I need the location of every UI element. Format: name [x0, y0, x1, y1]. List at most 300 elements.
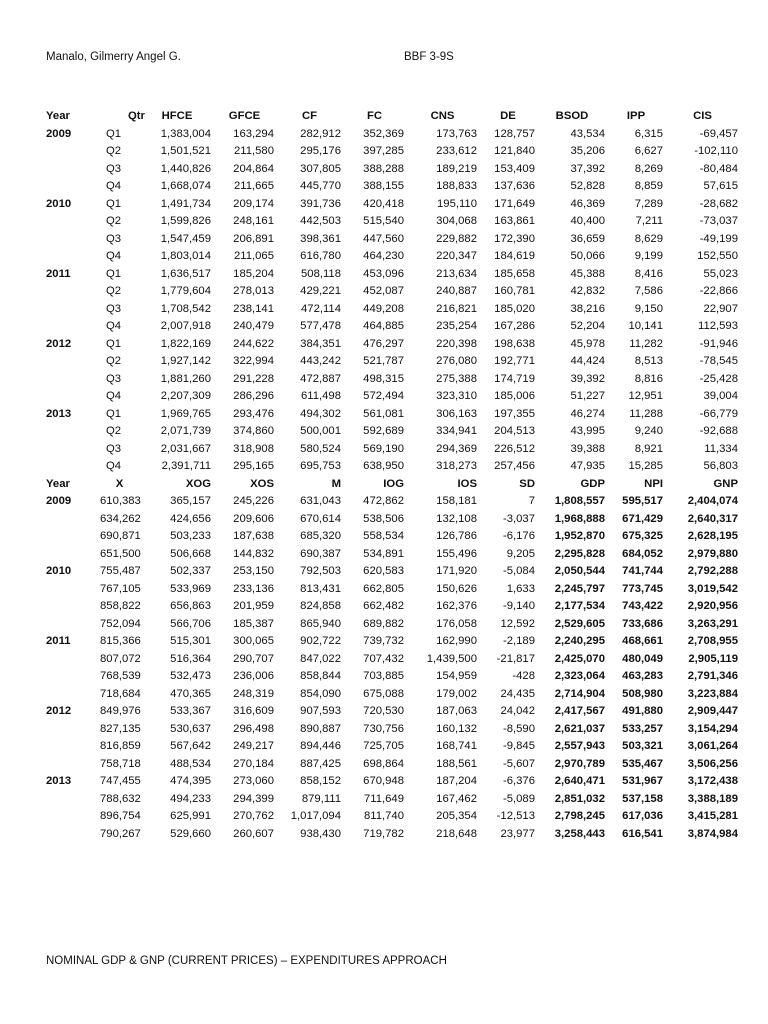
- value-cell: 8,513: [634, 355, 663, 367]
- table-row: [40, 248, 740, 266]
- value-cell: 611,498: [301, 390, 341, 402]
- value-cell: -5,607: [502, 757, 535, 770]
- value-cell: 38,216: [570, 302, 605, 315]
- value-cell: 391,736: [300, 197, 341, 210]
- column-header: X: [115, 477, 124, 490]
- table-row: [40, 231, 740, 249]
- table-row: [40, 406, 740, 424]
- value-cell: 300,065: [233, 635, 274, 647]
- value-cell: 515,540: [363, 215, 404, 227]
- quarter-cell: Q1: [106, 127, 122, 140]
- value-cell: 1,779,604: [160, 285, 211, 297]
- year-cell: [40, 248, 98, 266]
- value-cell: 443,242: [300, 355, 341, 367]
- value-cell: 476,297: [363, 337, 404, 350]
- value-cell: 374,860: [233, 425, 274, 437]
- value-cell: 163,861: [494, 215, 535, 227]
- value-cell: 2,007,918: [160, 320, 211, 332]
- value-cell: 447,560: [363, 232, 404, 245]
- value-cell: 491,880: [622, 705, 663, 717]
- value-cell: 171,920: [436, 565, 477, 577]
- table2-header-row: [40, 476, 740, 494]
- value-cell: 229,882: [436, 232, 477, 245]
- value-cell: 1,708,542: [160, 302, 211, 315]
- year-cell: [40, 458, 98, 476]
- value-cell: 43,534: [570, 127, 605, 140]
- value-cell: -9,140: [502, 600, 535, 612]
- value-cell: 233,136: [233, 582, 274, 595]
- value-cell: 9,240: [634, 425, 663, 437]
- value-cell: 295,176: [300, 145, 341, 157]
- value-cell: 286,296: [233, 390, 274, 402]
- value-cell: 616,780: [300, 250, 341, 262]
- value-cell: 206,891: [233, 232, 274, 245]
- table-row: [40, 511, 740, 529]
- value-cell: 3,415,281: [687, 810, 738, 822]
- year-cell: 2010: [46, 197, 72, 210]
- value-cell: 51,227: [570, 390, 605, 402]
- value-cell: -3,037: [502, 512, 535, 525]
- value-cell: 126,786: [436, 530, 477, 542]
- value-cell: 569,190: [363, 442, 404, 455]
- table-row: [40, 423, 740, 441]
- value-cell: -69,457: [699, 127, 738, 140]
- column-header: FC: [366, 110, 383, 122]
- value-cell: 470,365: [170, 687, 211, 700]
- table-row: [40, 546, 740, 564]
- value-cell: 420,418: [363, 197, 404, 210]
- value-cell: 502,337: [170, 565, 211, 577]
- value-cell: -12,513: [496, 810, 535, 822]
- value-cell: 270,762: [233, 810, 274, 822]
- value-cell: 7,586: [634, 285, 663, 297]
- value-cell: 472,862: [363, 495, 404, 507]
- column-header: Qtr: [128, 110, 145, 122]
- value-cell: 316,609: [233, 705, 274, 717]
- value-cell: 894,446: [300, 740, 341, 752]
- value-cell: 185,658: [494, 267, 535, 280]
- year-cell: [40, 528, 98, 546]
- value-cell: 453,096: [363, 267, 404, 280]
- value-cell: 155,496: [436, 547, 477, 560]
- value-cell: 8,416: [634, 267, 663, 280]
- table-row: [40, 336, 740, 354]
- value-cell: 172,390: [494, 232, 535, 245]
- year-cell: 2013: [46, 775, 72, 787]
- table-row: [40, 756, 740, 774]
- value-cell: 270,184: [233, 757, 274, 770]
- value-cell: 3,874,984: [687, 827, 738, 840]
- value-cell: 813,431: [300, 582, 341, 595]
- quarter-cell: Q3: [106, 162, 122, 175]
- year-cell: 2012: [46, 337, 72, 350]
- value-cell: -92,688: [699, 425, 738, 437]
- value-cell: 720,530: [363, 705, 404, 717]
- value-cell: 233,612: [436, 145, 477, 157]
- value-cell: 160,132: [436, 722, 477, 735]
- column-header: XOG: [185, 477, 211, 490]
- table-row: [40, 283, 740, 301]
- value-cell: 711,649: [364, 792, 404, 805]
- value-cell: 44,424: [570, 355, 605, 367]
- value-cell: 2,970,789: [554, 757, 605, 770]
- value-cell: 8,859: [634, 180, 663, 192]
- value-cell: 260,607: [233, 827, 274, 840]
- value-cell: 152,550: [697, 250, 738, 262]
- value-cell: 235,254: [436, 320, 477, 332]
- value-cell: 3,154,294: [687, 722, 738, 735]
- quarter-cell: Q2: [106, 425, 122, 437]
- value-cell: 45,978: [570, 337, 605, 350]
- value-cell: 3,223,884: [687, 687, 738, 700]
- value-cell: 8,921: [634, 442, 663, 455]
- table-row: [40, 633, 740, 651]
- value-cell: -73,037: [699, 215, 738, 227]
- value-cell: 144,832: [233, 547, 274, 560]
- value-cell: 158,181: [436, 495, 477, 507]
- value-cell: 52,828: [570, 180, 605, 192]
- value-cell: 39,388: [570, 442, 605, 455]
- value-cell: 195,110: [437, 197, 477, 210]
- quarter-cell: Q3: [106, 442, 122, 455]
- value-cell: 55,023: [703, 267, 738, 280]
- year-cell: 2009: [46, 495, 72, 507]
- value-cell: -428: [512, 670, 535, 682]
- value-cell: 1,927,142: [160, 355, 211, 367]
- value-cell: 1,633: [506, 582, 535, 595]
- value-cell: 42,832: [570, 285, 605, 297]
- value-cell: 2,791,346: [687, 670, 738, 682]
- value-cell: 468,661: [622, 635, 663, 647]
- value-cell: -8,590: [502, 722, 535, 735]
- value-cell: 463,283: [622, 670, 663, 682]
- value-cell: -6,176: [502, 530, 535, 542]
- value-cell: 689,882: [363, 617, 404, 630]
- value-cell: 39,004: [703, 390, 738, 402]
- value-cell: 516,364: [170, 652, 211, 665]
- value-cell: 730,756: [363, 722, 404, 735]
- quarter-cell: Q4: [106, 180, 122, 192]
- value-cell: 318,273: [436, 460, 477, 472]
- column-header: BSOD: [555, 110, 589, 122]
- value-cell: 1,491,734: [160, 197, 211, 210]
- value-cell: 561,081: [363, 407, 404, 420]
- value-cell: 43,995: [570, 425, 605, 437]
- value-cell: 755,487: [100, 565, 141, 577]
- value-cell: 2,792,288: [687, 565, 738, 577]
- value-cell: 179,002: [436, 687, 477, 700]
- value-cell: 690,387: [300, 547, 341, 560]
- value-cell: 56,803: [703, 460, 738, 472]
- value-cell: 162,376: [436, 600, 477, 612]
- value-cell: 620,583: [363, 565, 404, 577]
- value-cell: 2,640,317: [687, 512, 738, 525]
- value-cell: 35,206: [570, 145, 605, 157]
- value-cell: 480,049: [622, 652, 663, 665]
- table-row: [40, 563, 740, 581]
- value-cell: 452,087: [363, 285, 404, 297]
- value-cell: 662,805: [363, 582, 404, 595]
- column-header: GNP: [713, 477, 738, 490]
- value-cell: -102,110: [694, 145, 738, 157]
- value-cell: 173,763: [436, 127, 477, 140]
- value-cell: 865,940: [300, 617, 341, 630]
- value-cell: 847,022: [300, 652, 341, 665]
- value-cell: 205,354: [436, 810, 477, 822]
- gdp-data-table: [40, 108, 740, 843]
- table-row: [40, 703, 740, 721]
- value-cell: 445,770: [300, 180, 341, 192]
- value-cell: 685,320: [300, 530, 341, 542]
- value-cell: 671,429: [622, 512, 663, 525]
- value-cell: 306,163: [436, 407, 477, 420]
- value-cell: 323,310: [436, 390, 477, 402]
- value-cell: 2,404,074: [687, 495, 738, 507]
- value-cell: 6,315: [634, 127, 663, 140]
- value-cell: 2,245,797: [554, 582, 605, 595]
- quarter-cell: Q1: [106, 197, 122, 210]
- value-cell: 533,969: [170, 582, 211, 595]
- value-cell: 506,668: [170, 547, 211, 560]
- year-cell: 2012: [46, 705, 72, 717]
- table-row: [40, 196, 740, 214]
- value-cell: 2,417,567: [554, 705, 605, 717]
- value-cell: 752,094: [100, 617, 141, 630]
- quarter-cell: Q2: [106, 285, 122, 297]
- value-cell: 318,908: [233, 442, 274, 455]
- value-cell: -28,682: [699, 197, 738, 210]
- value-cell: 50,066: [570, 250, 605, 262]
- value-cell: 675,325: [622, 530, 663, 542]
- table-caption: NOMINAL GDP & GNP (CURRENT PRICES) – EXPENDITURES APPROACH: [46, 955, 447, 967]
- value-cell: 211,580: [234, 145, 274, 157]
- value-cell: 240,887: [436, 285, 477, 297]
- value-cell: 2,240,295: [554, 635, 605, 647]
- value-cell: 211,065: [234, 250, 274, 262]
- value-cell: 11,282: [629, 337, 663, 350]
- value-cell: 3,258,443: [554, 827, 605, 840]
- value-cell: 2,798,245: [554, 810, 605, 822]
- column-header: CNS: [430, 110, 455, 122]
- value-cell: 827,135: [100, 722, 141, 735]
- value-cell: 2,295,828: [554, 547, 605, 560]
- table-row: [40, 808, 740, 826]
- value-cell: 322,994: [233, 355, 274, 367]
- quarter-cell: Q4: [106, 320, 122, 332]
- value-cell: 858,822: [100, 600, 141, 612]
- value-cell: 902,722: [300, 635, 341, 647]
- value-cell: 9,150: [634, 302, 663, 315]
- value-cell: 595,517: [622, 495, 663, 507]
- value-cell: 521,787: [363, 355, 404, 367]
- value-cell: 236,006: [233, 670, 274, 682]
- value-cell: 57,615: [703, 180, 738, 192]
- value-cell: 662,482: [363, 600, 404, 612]
- value-cell: 758,718: [100, 757, 141, 770]
- year-cell: [40, 143, 98, 161]
- table-row: [40, 528, 740, 546]
- table-row: [40, 353, 740, 371]
- column-header: HFCE: [161, 110, 193, 122]
- column-header: NPI: [644, 477, 663, 490]
- quarter-cell: Q1: [106, 407, 122, 420]
- value-cell: 887,425: [300, 757, 341, 770]
- value-cell: 204,864: [233, 162, 274, 175]
- value-cell: 46,274: [570, 407, 605, 420]
- value-cell: 807,072: [100, 652, 141, 665]
- value-cell: 2,207,309: [160, 390, 211, 402]
- value-cell: 2,905,119: [688, 652, 738, 665]
- value-cell: 352,369: [363, 127, 404, 140]
- value-cell: 204,513: [494, 425, 535, 437]
- quarter-cell: Q2: [106, 145, 122, 157]
- value-cell: 2,557,943: [554, 740, 605, 752]
- value-cell: 11,288: [629, 407, 663, 420]
- table-row: [40, 668, 740, 686]
- value-cell: 121,840: [494, 145, 535, 157]
- value-cell: 218,648: [436, 827, 477, 840]
- value-cell: 248,319: [233, 687, 274, 700]
- quarter-cell: Q4: [106, 460, 122, 472]
- value-cell: 707,432: [363, 652, 404, 665]
- course-section: BBF 3-9S: [404, 51, 454, 63]
- value-cell: 2,714,904: [554, 687, 605, 700]
- value-cell: 388,155: [363, 180, 404, 192]
- value-cell: 747,455: [100, 775, 141, 787]
- value-cell: 278,013: [233, 285, 274, 297]
- column-header: GDP: [580, 477, 605, 490]
- value-cell: 282,912: [300, 127, 341, 140]
- value-cell: 154,959: [436, 670, 477, 682]
- table-row: [40, 143, 740, 161]
- value-cell: 7,289: [634, 197, 663, 210]
- value-cell: 188,833: [436, 180, 477, 192]
- table-row: [40, 581, 740, 599]
- column-header: IOG: [383, 477, 404, 490]
- column-header: M: [331, 477, 341, 490]
- value-cell: 725,705: [363, 740, 404, 752]
- value-cell: 1,440,826: [160, 162, 211, 175]
- value-cell: 12,592: [500, 617, 535, 630]
- year-cell: 2010: [46, 565, 72, 577]
- value-cell: 128,757: [494, 127, 535, 140]
- value-cell: 291,228: [233, 372, 274, 385]
- value-cell: 1,383,004: [160, 127, 211, 140]
- value-cell: 849,976: [100, 705, 141, 717]
- value-cell: 2,391,711: [161, 460, 211, 472]
- value-cell: 741,744: [622, 565, 663, 577]
- value-cell: 531,967: [622, 775, 663, 787]
- value-cell: 815,366: [100, 635, 141, 647]
- value-cell: -49,199: [699, 232, 738, 245]
- value-cell: 46,369: [570, 197, 605, 210]
- table-row: [40, 651, 740, 669]
- table-row: [40, 388, 740, 406]
- value-cell: 2,031,667: [160, 442, 211, 455]
- column-header: XOS: [250, 477, 274, 490]
- year-cell: [40, 598, 98, 616]
- value-cell: 22,907: [703, 302, 738, 315]
- value-cell: 1,599,826: [160, 215, 211, 227]
- quarter-cell: Q1: [106, 337, 122, 350]
- value-cell: 8,629: [634, 232, 663, 245]
- column-header: CIS: [693, 110, 712, 122]
- value-cell: 174,719: [494, 372, 535, 385]
- value-cell: 558,534: [363, 530, 404, 542]
- value-cell: 675,088: [363, 687, 404, 700]
- value-cell: 307,805: [300, 162, 341, 175]
- value-cell: 854,090: [300, 687, 341, 700]
- value-cell: 240,479: [233, 320, 274, 332]
- value-cell: 890,887: [300, 722, 341, 735]
- value-cell: 185,020: [494, 302, 535, 315]
- year-cell: [40, 651, 98, 669]
- value-cell: 216,821: [436, 302, 477, 315]
- value-cell: 442,503: [300, 215, 341, 227]
- value-cell: 12,951: [628, 390, 663, 402]
- year-cell: [40, 668, 98, 686]
- value-cell: 9,205: [506, 547, 535, 560]
- value-cell: 1,803,014: [160, 250, 211, 262]
- year-cell: [40, 511, 98, 529]
- table-row: [40, 598, 740, 616]
- value-cell: 638,950: [363, 460, 404, 472]
- column-header: Year: [46, 110, 70, 122]
- value-cell: 1,968,888: [554, 512, 605, 525]
- year-cell: [40, 616, 98, 634]
- value-cell: 625,991: [170, 810, 211, 822]
- value-cell: 535,467: [622, 757, 663, 770]
- year-cell: [40, 738, 98, 756]
- value-cell: 670,948: [363, 775, 404, 787]
- value-cell: 112,593: [698, 320, 738, 332]
- column-header: Year: [46, 477, 70, 490]
- value-cell: 424,656: [170, 512, 211, 525]
- value-cell: 907,593: [300, 705, 341, 717]
- value-cell: 150,626: [436, 582, 477, 595]
- value-cell: 698,864: [363, 757, 404, 770]
- value-cell: 2,323,064: [554, 670, 605, 682]
- value-cell: 398,361: [300, 232, 341, 245]
- value-cell: 253,150: [233, 565, 274, 577]
- value-cell: 192,771: [494, 355, 535, 367]
- table-row: [40, 458, 740, 476]
- value-cell: 2,425,070: [554, 652, 605, 665]
- value-cell: 3,061,264: [687, 740, 738, 752]
- year-cell: [40, 581, 98, 599]
- value-cell: 273,060: [233, 775, 274, 787]
- value-cell: 304,068: [436, 215, 477, 227]
- value-cell: 185,006: [494, 390, 535, 402]
- value-cell: 2,920,956: [687, 600, 738, 612]
- value-cell: 52,204: [570, 320, 605, 332]
- value-cell: 9,199: [634, 250, 663, 262]
- value-cell: 592,689: [363, 425, 404, 437]
- year-cell: [40, 441, 98, 459]
- value-cell: 739,732: [363, 635, 404, 647]
- value-cell: 238,141: [233, 302, 274, 315]
- value-cell: 858,844: [300, 670, 341, 682]
- value-cell: 275,388: [436, 372, 477, 385]
- value-cell: 167,286: [494, 320, 535, 332]
- value-cell: -21,817: [496, 652, 535, 665]
- value-cell: 36,659: [570, 232, 605, 245]
- value-cell: 153,409: [494, 162, 535, 175]
- value-cell: 488,534: [170, 757, 211, 770]
- year-cell: [40, 371, 98, 389]
- value-cell: 2,640,471: [554, 775, 605, 787]
- value-cell: 23,977: [500, 827, 535, 840]
